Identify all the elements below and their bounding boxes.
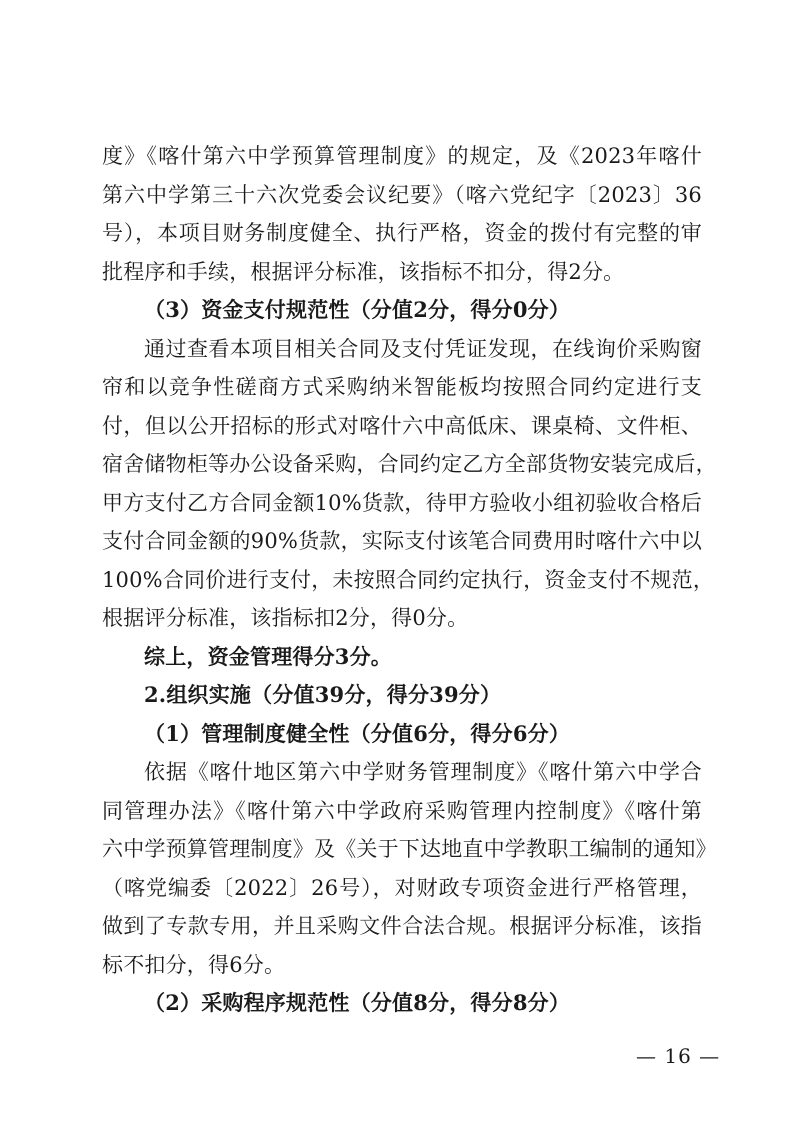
section-heading: （3）资金支付规范性（分值2分，得分0分） <box>144 297 571 322</box>
paragraph-line: 度》《喀什第六中学预算管理制度》的规定，及《2023年喀什 <box>102 144 702 168</box>
paragraph-line: 做到了专款专用，并且采购文件合法合规。根据评分标准，该指 <box>102 914 702 938</box>
paragraph-line: 根据评分标准，该指标扣2分，得0分。 <box>102 606 469 630</box>
paragraph-line: 100%合同价进行支付，未按照合同约定执行，资金支付不规范， <box>102 568 715 592</box>
paragraph-line: 号），本项目财务制度健全、执行严格，资金的拨付有完整的审 <box>102 221 702 245</box>
paragraph-line: 依据《喀什地区第六中学财务管理制度》《喀什第六中学合 <box>144 760 702 784</box>
paragraph-line: 通过查看本项目相关合同及支付凭证发现，在线询价采购窗 <box>144 337 702 361</box>
paragraph-line: 付，但以公开招标的形式对喀什六中高低床、课桌椅、文件柜、 <box>102 414 702 438</box>
paragraph-line: 帘和以竞争性磋商方式采购纳米智能板均按照合同约定进行支 <box>102 375 702 399</box>
subsection-heading: （1）管理制度健全性（分值6分，得分6分） <box>144 721 571 746</box>
paragraph-line: （喀党编委〔2022〕26号），对财政专项资金进行严格管理， <box>102 876 702 900</box>
paragraph-line: 同管理办法》《喀什第六中学政府采购管理内控制度》《喀什第 <box>102 799 702 823</box>
summary-heading: 综上，资金管理得分3分。 <box>144 644 393 669</box>
paragraph-line: 甲方支付乙方合同金额10%货款，待甲方验收小组初验收合格后 <box>102 491 702 515</box>
paragraph-line: 第六中学第三十六次党委会议纪要》（喀六党纪字〔2023〕36 <box>102 183 702 207</box>
paragraph-line: 批程序和手续，根据评分标准，该指标不扣分，得2分。 <box>102 260 625 284</box>
paragraph-line: 六中学预算管理制度》及《关于下达地直中学教职工编制的通知》 <box>102 837 717 861</box>
paragraph-line: 标不扣分，得6分。 <box>102 953 286 977</box>
page-number: — 16 — <box>636 1044 721 1068</box>
section-heading: 2.组织实施（分值39分，得分39分） <box>144 682 502 707</box>
subsection-heading: （2）采购程序规范性（分值8分，得分8分） <box>144 990 571 1015</box>
paragraph-line: 支付合同金额的90%货款，实际支付该笔合同费用时喀什六中以 <box>102 529 702 553</box>
paragraph-line: 宿舍储物柜等办公设备采购，合同约定乙方全部货物安装完成后， <box>102 452 717 476</box>
